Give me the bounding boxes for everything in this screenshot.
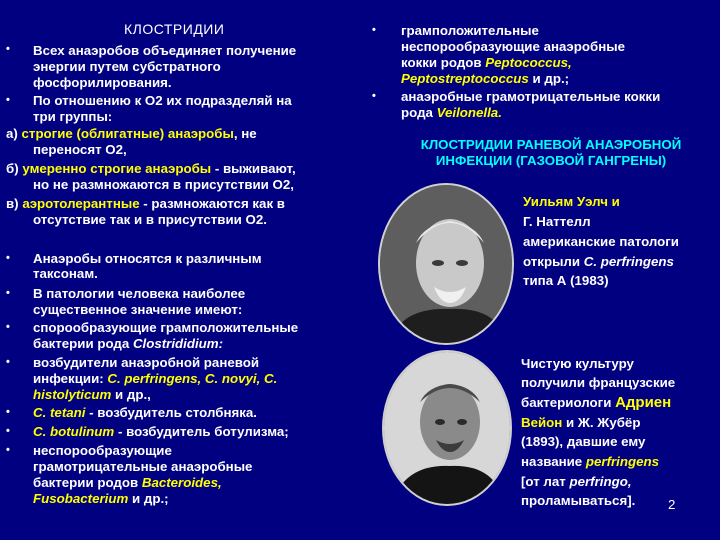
list4-line2 bbox=[33, 371, 277, 387]
list2-line1: В патологии человека наиболее bbox=[33, 286, 246, 301]
bullet: • bbox=[6, 356, 10, 368]
bullet: • bbox=[6, 444, 10, 456]
group-b-cont: но не размножаются в присутствии О2, bbox=[33, 177, 294, 192]
group-a-cont: переносят О2, bbox=[33, 142, 127, 157]
list7-line2: грамотрицательные анаэробные bbox=[33, 459, 253, 474]
bullet: • bbox=[6, 321, 10, 333]
veillon-line4 bbox=[521, 415, 640, 431]
left-p1-line1: Всех анаэробов объединяет получение bbox=[33, 43, 297, 58]
group-b bbox=[6, 161, 296, 177]
r1-line4 bbox=[401, 71, 569, 87]
list5 bbox=[33, 405, 257, 421]
c-botulinum: C. botulinum bbox=[33, 424, 115, 439]
perfringens-word: perfringens bbox=[585, 454, 660, 469]
left-p1-line2: энергии путем субстратного bbox=[33, 59, 221, 74]
list3-line2 bbox=[33, 336, 223, 352]
veillon-latin: [от лат bbox=[521, 474, 570, 489]
welch-line3: американские патологи bbox=[523, 234, 679, 249]
left-p2-line1: По отношению к О2 их подразделяй на bbox=[33, 93, 292, 108]
list7-line3 bbox=[33, 475, 222, 491]
welch-line1: Уильям Уэлч и bbox=[523, 194, 620, 209]
bullet: • bbox=[6, 287, 10, 299]
r1-tail: и др.; bbox=[528, 71, 570, 86]
list4-histolyticum: histolyticum bbox=[33, 387, 112, 402]
peptococcus: Peptococcus, bbox=[485, 55, 572, 70]
list3-line1: спорообразующие грамположительные bbox=[33, 320, 299, 335]
list1-line1: Анаэробы относятся к различным bbox=[33, 251, 262, 266]
adrien-name: Адриен bbox=[615, 394, 672, 411]
list6-text: - возбудитель ботулизма; bbox=[114, 424, 289, 439]
bullet: • bbox=[372, 90, 376, 102]
veillon-line2: получили французские bbox=[521, 375, 676, 390]
group-v bbox=[6, 196, 285, 212]
list7-line4 bbox=[33, 491, 169, 507]
peptostreptococcus: Peptostreptococcus bbox=[401, 71, 529, 86]
veillon-bacteriologists: бактериологи bbox=[521, 395, 616, 410]
r1-text: кокки родов bbox=[401, 55, 486, 70]
veillon-line8: проламываться]. bbox=[521, 493, 636, 508]
bacteroides: Bacteroides, bbox=[141, 475, 222, 490]
list4-text: инфекции: bbox=[33, 371, 108, 386]
page-number: 2 bbox=[668, 497, 676, 512]
veilonella: Veilonella. bbox=[436, 105, 502, 120]
group-b-rest: - выживают, bbox=[211, 161, 296, 176]
bullet: • bbox=[6, 94, 10, 106]
group-b-prefix: б) bbox=[6, 161, 19, 176]
welch-opened: открыли bbox=[523, 254, 584, 269]
fusobacterium: Fusobacterium bbox=[33, 491, 129, 506]
portrait-welch bbox=[378, 183, 514, 345]
veillon-line5: (1893), давшие ему bbox=[521, 434, 646, 449]
group-a-rest: , не bbox=[233, 126, 257, 141]
portrait-veillon-image bbox=[384, 352, 510, 504]
c-tetani: C. tetani bbox=[33, 405, 86, 420]
list1-line2: таксонам. bbox=[33, 266, 98, 281]
r1-line3 bbox=[401, 55, 572, 71]
welch-line5: типа А (1983) bbox=[523, 273, 609, 288]
veillon-line7 bbox=[521, 474, 632, 490]
veillon-line1: Чистую культуру bbox=[521, 356, 634, 371]
welch-line2: Г. Наттелл bbox=[523, 214, 591, 229]
bullet: • bbox=[6, 406, 10, 418]
list2-line2: существенное значение имеют: bbox=[33, 302, 243, 317]
list6 bbox=[33, 424, 289, 440]
veillon-line6 bbox=[521, 454, 659, 470]
list4-line1: возбудители анаэробной раневой bbox=[33, 355, 260, 370]
perfringo-word: perfringo, bbox=[569, 474, 632, 489]
clostridium-genus: Clostrididium: bbox=[132, 336, 224, 351]
portrait-veillon bbox=[382, 350, 512, 506]
bullet: • bbox=[6, 425, 10, 437]
list7-tail: и др.; bbox=[128, 491, 169, 506]
r2-text: рода bbox=[401, 105, 437, 120]
veillon-line3 bbox=[521, 395, 671, 411]
group-a-term: строгие (облигатные) анаэробы bbox=[21, 126, 234, 141]
group-v-rest: - размножаются как в bbox=[139, 196, 285, 211]
welch-line4 bbox=[523, 254, 674, 270]
list4-line3 bbox=[33, 387, 151, 403]
group-v-prefix: в) bbox=[6, 196, 19, 211]
list4-species: C. perfringens, C. novyi, C. bbox=[107, 371, 278, 386]
group-v-cont: отсутствие так и в присутствии О2. bbox=[33, 212, 267, 227]
veillon-named: название bbox=[521, 454, 586, 469]
joubert-name: и Ж. Жубёр bbox=[562, 415, 641, 430]
veillon-name: Вейон bbox=[521, 415, 563, 430]
list5-text: - возбудитель столбняка. bbox=[85, 405, 257, 420]
welch-species: C. perfringens bbox=[583, 254, 674, 269]
group-a-prefix: а) bbox=[6, 126, 18, 141]
section-heading-line1: КЛОСТРИДИИ РАНЕВОЙ АНАЭРОБНОЙ bbox=[420, 137, 682, 152]
section-heading-line2: ИНФЕКЦИИ (ГАЗОВОЙ ГАНГРЕНЫ) bbox=[435, 153, 667, 168]
list7-text: бактерии родов bbox=[33, 475, 142, 490]
r1-line2: неспорообразующие анаэробные bbox=[401, 39, 625, 54]
left-title: КЛОСТРИДИИ bbox=[124, 21, 225, 37]
bullet: • bbox=[6, 252, 10, 264]
left-p2-line2: три группы: bbox=[33, 109, 113, 124]
list7-line1: неспорообразующие bbox=[33, 443, 172, 458]
list3-text: бактерии рода bbox=[33, 336, 133, 351]
group-a bbox=[6, 126, 257, 142]
r2-line2 bbox=[401, 105, 502, 121]
left-p1-line3: фосфорилирования. bbox=[33, 75, 172, 90]
group-v-term: аэротолерантные bbox=[22, 196, 140, 211]
bullet: • bbox=[372, 24, 376, 36]
portrait-welch-image bbox=[380, 185, 512, 343]
r1-line1: грамположительные bbox=[401, 23, 539, 38]
list4-tail: и др., bbox=[111, 387, 151, 402]
r2-line1: анаэробные грамотрицательные кокки bbox=[401, 89, 661, 104]
group-b-term: умеренно строгие анаэробы bbox=[22, 161, 212, 176]
bullet: • bbox=[6, 43, 10, 55]
